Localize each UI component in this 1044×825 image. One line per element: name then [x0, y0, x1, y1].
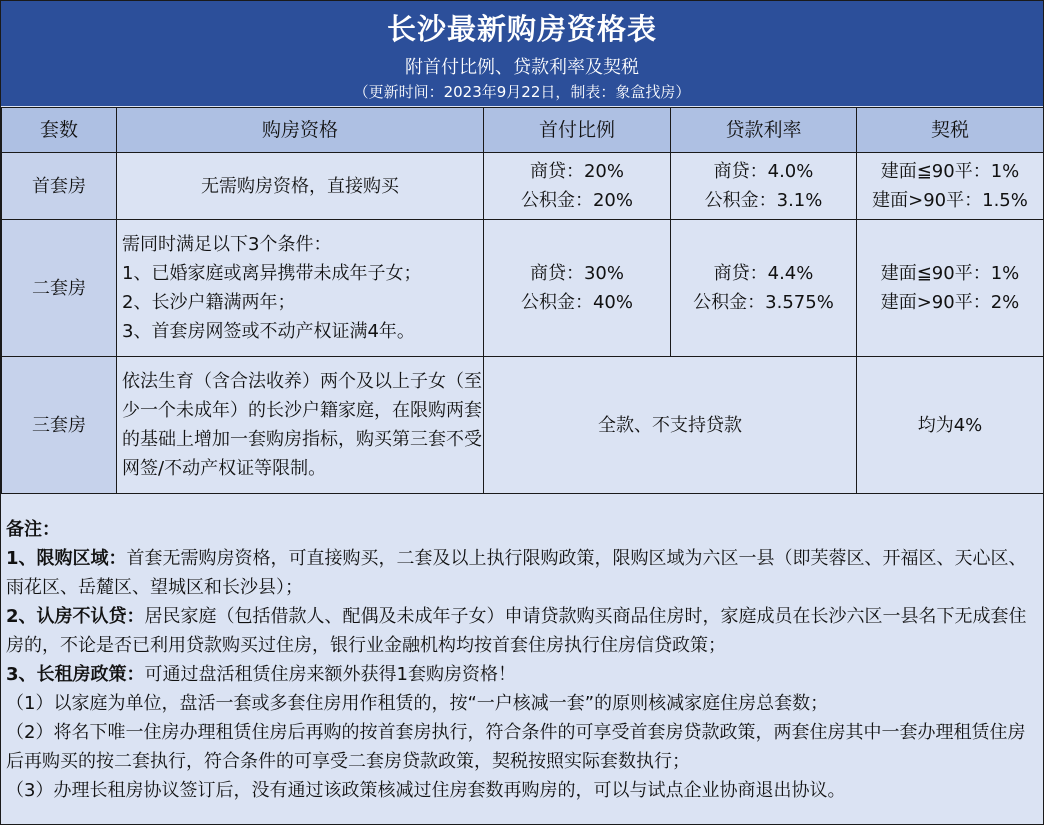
loan-rate-fund: 公积金：3.575%	[693, 292, 834, 313]
notes-section	[6, 515, 1038, 805]
loan-rate-cell	[671, 153, 857, 220]
deed-tax-small: 建面≦90平：1%	[880, 263, 1020, 284]
loan-rate-cell	[671, 220, 857, 357]
row-category: 二套房	[2, 220, 117, 357]
header-banner	[1, 1, 1043, 106]
down-payment-cell	[484, 153, 671, 220]
qualification-line: 无需购房资格，直接购买	[201, 175, 399, 197]
payment-and-loan-cell: 全款、不支持贷款	[484, 357, 857, 494]
qualification-cell	[117, 153, 484, 220]
column-header-loan-rate: 贷款利率	[671, 108, 857, 153]
row-category: 首套房	[2, 153, 117, 220]
column-header-down-payment: 首付比例	[484, 108, 671, 153]
qualification-text: 依法生育（含合法收养）两个及以上子女（至少一个未成年）的长沙户籍家庭，在限购两套的基础上增加一套购房指标，购买第三套不受网签/不动产权证等限制。	[122, 371, 482, 479]
qualification-line: 需同时满足以下3个条件：	[122, 234, 332, 255]
update-info: （更新时间：2023年9月22日，制表：象盒找房）	[353, 83, 691, 101]
table-row-second-home	[2, 220, 1044, 357]
column-header-deed-tax: 契税	[857, 108, 1044, 153]
loan-rate-fund: 公积金：3.1%	[704, 190, 823, 211]
table-row-third-home	[2, 357, 1044, 494]
deed-tax-small: 建面≦90平：1%	[880, 161, 1020, 182]
qualification-line: 2、长沙户籍满两年；	[122, 292, 296, 313]
note-item	[6, 660, 1038, 689]
note-sub-item: （3）办理长租房协议签订后，没有通过该政策核减过住房套数再购房的，可以与试点企业协商退出协议。	[6, 780, 846, 801]
note-item	[6, 544, 1038, 602]
qualification-line: 1、已婚家庭或离异携带未成年子女；	[122, 263, 422, 284]
column-header-count: 套数	[2, 108, 117, 153]
note-sub-item: （2）将名下唯一住房办理租赁住房后再购的按首套房执行，符合条件的可享受首套房贷款政策，两套住房其中一套办理租赁住房后再购买的按二套执行，符合条件的可享受二套房贷款政策，契税按照实际套数执行；	[6, 722, 1026, 772]
note-sub-item: （1）以家庭为单位，盘活一套或多套住房用作租赁的，按“一户核减一套”的原则核减家庭住房总套数；	[6, 693, 829, 714]
note-item	[6, 602, 1038, 660]
column-header-qualification: 购房资格	[117, 108, 484, 153]
qualification-cell	[117, 357, 484, 494]
table-row-first-home	[2, 153, 1044, 220]
deed-tax-cell	[857, 220, 1044, 357]
down-payment-fund: 公积金：40%	[520, 292, 633, 313]
qualification-cell	[117, 220, 484, 357]
down-payment-cell	[484, 220, 671, 357]
down-payment-commercial: 商贷：20%	[529, 161, 624, 182]
down-payment-commercial: 商贷：30%	[529, 263, 624, 284]
note-text: 可通过盘活租赁住房来额外获得1套购房资格！	[144, 664, 516, 685]
note-label: 3、长租房政策：	[6, 664, 145, 685]
deed-tax-large: 建面>90平：2%	[880, 292, 1020, 313]
note-text: 居民家庭（包括借款人、配偶及未成年子女）申请贷款购买商品住房时，家庭成员在长沙六区一县名下无成套住房的，不论是否已利用贷款购买过住房，银行业金融机构均按首套住房执行住房信贷政策；	[6, 606, 1027, 656]
table-header-row	[2, 108, 1044, 153]
row-category: 三套房	[2, 357, 117, 494]
page-title: 长沙最新购房资格表	[386, 12, 657, 46]
deed-tax-large: 建面>90平：1.5%	[872, 190, 1028, 211]
qualification-line: 3、首套房网签或不动产权证满4年。	[122, 321, 415, 342]
note-label: 2、认房不认贷：	[6, 606, 145, 627]
deed-tax-cell: 均为4%	[857, 357, 1044, 494]
down-payment-fund: 公积金：20%	[520, 190, 633, 211]
note-label: 1、限购区域：	[6, 548, 127, 569]
qualification-table	[1, 107, 1044, 494]
notes-heading: 备注：	[6, 519, 60, 540]
deed-tax-cell	[857, 153, 1044, 220]
page-subtitle: 附首付比例、贷款利率及契税	[405, 57, 639, 78]
loan-rate-commercial: 商贷：4.4%	[713, 263, 814, 284]
loan-rate-commercial: 商贷：4.0%	[713, 161, 814, 182]
note-text: 首套无需购房资格，可直接购买，二套及以上执行限购政策，限购区域为六区一县（即芙蓉区、开福区、天心区、雨花区、岳麓区、望城区和长沙县）；	[6, 548, 1027, 598]
